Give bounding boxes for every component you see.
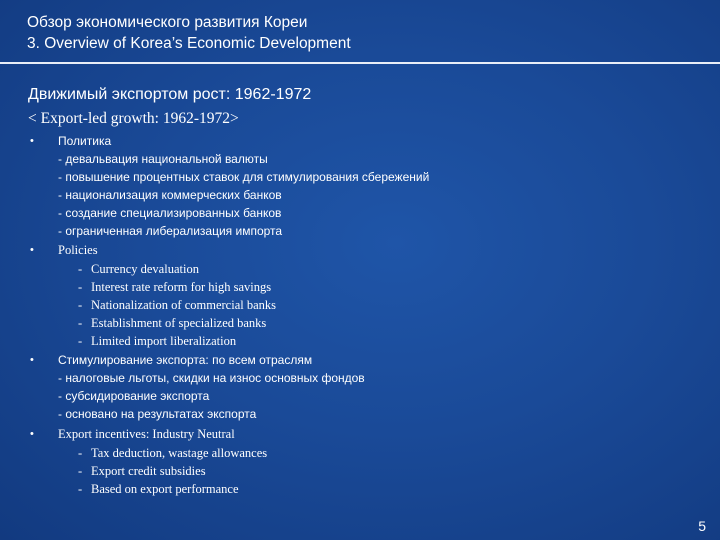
list-item: - субсидирование экспорта: [58, 389, 210, 403]
title-russian: Обзор экономического развития Кореи: [27, 14, 308, 31]
list-item: Nationalization of commercial banks: [91, 298, 277, 312]
list-heading: Стимулирование экспорта: по всем отраслям: [58, 353, 313, 367]
dash-marker: -: [78, 280, 83, 294]
list-heading: Export incentives: Industry Neutral: [58, 427, 235, 441]
list-item: Interest rate reform for high savings: [91, 280, 272, 294]
bullet-marker: •: [30, 135, 34, 147]
list-item: Export credit subsidies: [91, 464, 206, 478]
list-item: Based on export performance: [91, 482, 239, 496]
page-number: 5: [698, 518, 706, 534]
list-item: Tax deduction, wastage allowances: [91, 446, 268, 460]
bullet-marker: •: [30, 244, 34, 256]
dash-marker: -: [78, 464, 83, 478]
bullet-marker: •: [30, 428, 34, 440]
list-item: - национализация коммерческих банков: [58, 188, 282, 202]
list-item: Limited import liberalization: [91, 334, 237, 348]
dash-marker: -: [78, 334, 83, 348]
list-item: - основано на результатах экспорта: [58, 407, 257, 421]
list-item: Currency devaluation: [91, 262, 199, 276]
dash-marker: -: [78, 482, 83, 496]
dash-marker: -: [78, 446, 83, 460]
subtitle-russian: Движимый экспортом рост: 1962-1972: [28, 86, 312, 103]
dash-marker: -: [78, 262, 83, 276]
dash-marker: -: [78, 316, 83, 330]
list-heading: Политика: [58, 134, 112, 148]
title-divider: [0, 62, 720, 64]
dash-marker: -: [78, 298, 83, 312]
list-item: - девальвация национальной валюты: [58, 152, 268, 166]
subtitle-english: < Export-led growth: 1962-1972>: [28, 110, 239, 127]
list-item: - ограниченная либерализация импорта: [58, 224, 283, 238]
bullet-marker: •: [30, 354, 34, 366]
list-item: - создание специализированных банков: [58, 206, 282, 220]
list-item: - налоговые льготы, скидки на износ основных фондов: [58, 371, 365, 385]
title-english: 3. Overview of Korea’s Economic Development: [27, 35, 351, 52]
list-item: - повышение процентных ставок для стимулирования сбережений: [58, 170, 430, 184]
slide-title: [27, 12, 351, 54]
list-heading: Policies: [58, 243, 98, 257]
list-item: Establishment of specialized banks: [91, 316, 267, 330]
